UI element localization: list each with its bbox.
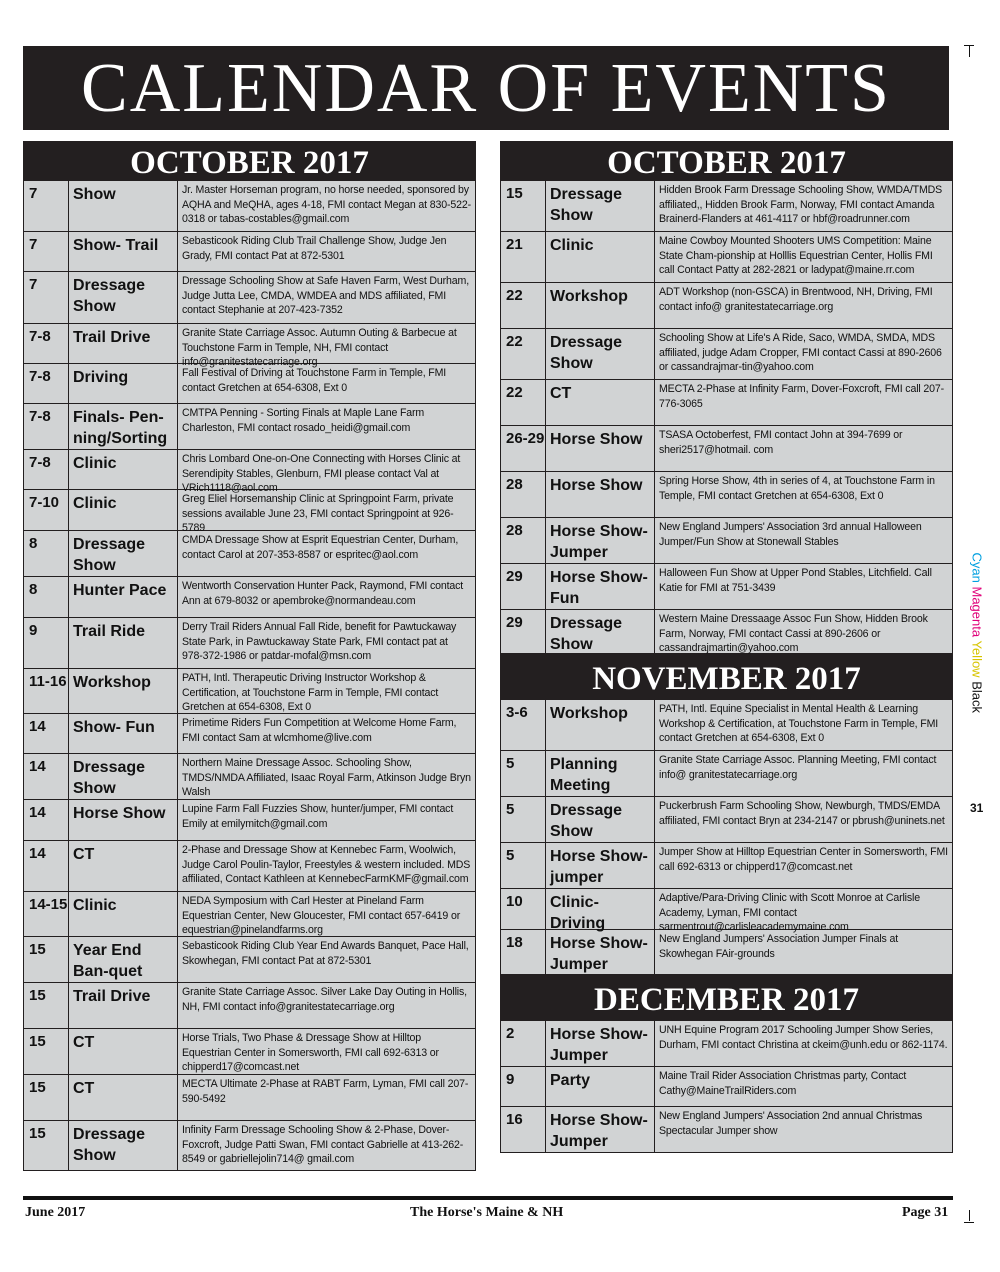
event-row [500, 1067, 953, 1107]
event-type: Show- Trail [69, 232, 178, 271]
event-row [23, 618, 476, 669]
event-row [23, 181, 476, 232]
event-type: CT [69, 1075, 178, 1120]
event-description: Granite State Carriage Assoc. Silver Lake Day Outing in Hollis, NH, FMI contact info@granitestatecarriage.org [182, 986, 467, 1013]
event-date: 7-8 [24, 450, 69, 489]
event-row [23, 272, 476, 324]
footer-rule [23, 1196, 953, 1200]
event-description: TSASA Octoberfest, FMI contact John at 394-7699 or sheri2517@hotmail. com [659, 429, 903, 456]
event-description: Greg Eliel Horsemanship Clinic at Springpoint Farm, private sessions available June 23, FMI contact Springpoint at 926-5789 [182, 493, 454, 534]
magenta-label: Magenta [969, 586, 985, 638]
month-header: OCTOBER 2017 [23, 141, 476, 181]
event-type: Year End Ban-quet [69, 937, 178, 982]
event-row [23, 364, 476, 404]
crop-mark-bottom [964, 1210, 974, 1223]
event-description: UNH Equine Program 2017 Schooling Jumper Show Series, Durham, FMI contact Christina at ckeim@unh.edu or 862-1174. [659, 1024, 948, 1051]
right-calendar-column [500, 141, 953, 1153]
event-date: 15 [24, 1121, 69, 1170]
event-row [23, 714, 476, 754]
event-description: ADT Workshop (non-GSCA) in Brentwood, NH, Driving, FMI contact info@ granitestatecarriage.org [659, 286, 933, 313]
event-description: PATH, Intl. Equine Specialist in Mental Health & Learning Workshop & Certification, at Touchstone Farm in Temple, FMI contact Gretchen at 654-6308, Ext 0 [659, 703, 939, 744]
event-date: 14 [24, 800, 69, 840]
event-row [500, 930, 953, 975]
event-row [500, 518, 953, 564]
event-description: Hidden Brook Farm Dressage Schooling Show, WMDA/TMDS affiliated,, Hidden Brook Farm, Norway, FMI contact Amanda Brainerd-Flanders at 461-4117 or hbf@roadrunner.com [659, 184, 943, 225]
event-type: Workshop [546, 700, 655, 750]
event-description: Primetime Riders Fun Competition at Welcome Home Farm, FMI contact Sam at wlcmhome@live.com [182, 717, 457, 744]
event-date: 10 [501, 889, 546, 929]
event-row [23, 800, 476, 841]
event-description: Puckerbrush Farm Schooling Show, Newburgh, TMDS/EMDA affiliated, FMI contact Bryn at 234-2147 or pbrush@uninets.net [659, 800, 945, 827]
event-date: 7 [24, 232, 69, 271]
event-date: 7 [24, 272, 69, 323]
event-type: Planning Meeting [546, 751, 655, 796]
event-type: Horse Show [69, 800, 178, 840]
event-description: MECTA Ultimate 2-Phase at RABT Farm, Lyman, FMI call 207-590-5492 [182, 1078, 469, 1105]
left-calendar-column [23, 141, 476, 1171]
event-date: 7-10 [24, 490, 69, 530]
event-type: Clinic [69, 892, 178, 936]
month-header: NOVEMBER 2017 [500, 654, 953, 700]
page-title: CALENDAR OF EVENTS [81, 50, 891, 127]
event-date: 29 [501, 564, 546, 609]
event-type: Clinic [69, 490, 178, 530]
event-description: Derry Trail Riders Annual Fall Ride, benefit for Pawtuckaway State Park, in Pawtuckaway State Park, FMI contact pat at 978-372-1986 or patdar-mofal@msn.com [182, 621, 457, 662]
event-type: Dressage Show [69, 754, 178, 799]
event-row [500, 797, 953, 843]
event-row [23, 937, 476, 983]
event-description: CMDA Dressage Show at Esprit Equestrian Center, Durham, contact Carol at 207-353-8587 or espritec@aol.com [182, 534, 459, 561]
event-description: Horse Trials, Two Phase & Dressage Show at Hilltop Equestrian Center in Somersworth, FMI call 692-6313 or chipperd17@comcast.net [182, 1032, 439, 1073]
month-header: OCTOBER 2017 [500, 141, 953, 181]
event-description: 2-Phase and Dressage Show at Kennebec Farm, Woolwich, Judge Carol Poulin-Taylor, Freestyles & western included. MDS affiliated, Contact Kathleen at KennebecFarmKMF@gmail.com [182, 844, 471, 885]
event-row [500, 1021, 953, 1067]
event-row [500, 843, 953, 889]
event-type: Workshop [546, 283, 655, 328]
event-type: Horse Show- jumper [546, 843, 655, 888]
event-date: 7 [24, 181, 69, 231]
event-date: 21 [501, 232, 546, 282]
event-type: Horse Show- Jumper [546, 1021, 655, 1066]
event-description: Schooling Show at Life's A Ride, Saco, WMDA, SMDA, MDS affiliated, judge Adam Cropper, FMI contact Cassi at 890-2606 or cassandrajmar-tin@yahoo.com [659, 332, 942, 373]
event-type: Trail Drive [69, 983, 178, 1028]
color-registration-strip [966, 552, 988, 726]
event-date: 15 [24, 983, 69, 1028]
black-label: Black [969, 681, 985, 713]
event-row [23, 892, 476, 937]
event-date: 15 [24, 1029, 69, 1074]
event-date: 22 [501, 380, 546, 425]
event-description: Jr. Master Horseman program, no horse needed, sponsored by AQHA and MeQHA, ages 4-18, FMI contact Megan at 830-522-0318 or tabas-costables@gmail.com [182, 184, 471, 225]
event-date: 7-8 [24, 404, 69, 449]
event-date: 14 [24, 714, 69, 753]
event-date: 18 [501, 930, 546, 974]
event-description: Fall Festival of Driving at Touchstone Farm in Temple, FMI contact Gretchen at 654-6308, Ext 0 [182, 367, 447, 394]
event-row [500, 426, 953, 472]
event-date: 15 [24, 1075, 69, 1120]
event-description: Adaptive/Para-Driving Clinic with Scott Monroe at Carlisle Academy, Lyman, FMI contact sarmentrout@carlisleacademymaine.com [659, 892, 920, 933]
side-page-number: 31 [970, 801, 984, 815]
event-date: 14 [24, 841, 69, 891]
event-row [500, 889, 953, 933]
event-type: Dressage Show [69, 1121, 178, 1170]
event-date: 2 [501, 1021, 546, 1066]
event-row [23, 983, 476, 1029]
event-row [500, 283, 953, 329]
event-date: 28 [501, 518, 546, 563]
event-type: Workshop [69, 669, 178, 713]
event-description: MECTA 2-Phase at Infinity Farm, Dover-Foxcroft, FMI call 207-776-3065 [659, 383, 945, 410]
event-description: PATH, Intl. Therapeutic Driving Instructor Workshop & Certification, at Touchstone Farm in Temple, FMI contact Gretchen at 654-6308, Ext 0 [182, 672, 439, 713]
event-description: Jumper Show at Hilltop Equestrian Center in Somersworth, FMI call 692-6313 or chipperd17@comcast.net [659, 846, 948, 873]
event-date: 16 [501, 1107, 546, 1152]
event-row [23, 841, 476, 892]
event-type: Horse Show- Jumper [546, 1107, 655, 1152]
event-description: Northern Maine Dressage Assoc. Schooling Show, TMDS/NMDA Affiliated, Isaac Royal Farm, Atkinson Judge Bryn Walsh [182, 757, 471, 798]
event-date: 22 [501, 283, 546, 328]
event-type: Hunter Pace [69, 577, 178, 617]
event-row [23, 1029, 476, 1075]
event-description: CMTPA Penning - Sorting Finals at Maple Lane Farm Charleston, FMI contact rosado_heidi@gmail.com [182, 407, 425, 434]
yellow-label: Yellow [969, 640, 985, 678]
event-date: 28 [501, 472, 546, 517]
event-row [23, 1121, 476, 1171]
event-type: Horse Show [546, 472, 655, 517]
event-type: Trail Ride [69, 618, 178, 668]
event-date: 3-6 [501, 700, 546, 750]
event-date: 9 [501, 1067, 546, 1106]
event-date: 9 [24, 618, 69, 668]
event-type: Dressage Show [69, 272, 178, 323]
event-type: Clinic [69, 450, 178, 489]
event-row [500, 181, 953, 232]
event-row [23, 232, 476, 272]
event-description: Lupine Farm Fall Fuzzies Show, hunter/jumper, FMI contact Emily at emilymitch@gmail.com [182, 803, 454, 830]
event-date: 14-15 [24, 892, 69, 936]
event-type: Driving [69, 364, 178, 403]
event-description: Western Maine Dressaage Assoc Fun Show, Hidden Brook Farm, Norway, FMI contact Cassi at 890-2606 or cassandrajmartin@yahoo.com [659, 613, 928, 654]
footer-page: Page 31 [902, 1205, 949, 1220]
title-banner [23, 46, 949, 130]
event-date: 26-29 [501, 426, 546, 471]
event-description: Spring Horse Show, 4th in series of 4, at Touchstone Farm in Temple, FMI contact Gretchen at 654-6308, Ext 0 [659, 475, 935, 502]
event-description: Maine Cowboy Mounted Shooters UMS Competition: Maine State Cham-pionship at Holllis Equestrian Center, Hollis FMI call Contact Patty at 282-2821 or ladypat@maine.rr.com [659, 235, 933, 276]
event-type: CT [69, 841, 178, 891]
event-row [500, 329, 953, 380]
event-type: Dressage Show [546, 181, 655, 231]
event-row [23, 669, 476, 714]
event-date: 15 [501, 181, 546, 231]
event-description: NEDA Symposium with Carl Hester at Pineland Farm Equestrian Center, New Gloucester, FMI contact 657-6419 or equestrian@pinelandfarms.org [182, 895, 461, 936]
event-row [500, 232, 953, 283]
event-date: 5 [501, 751, 546, 796]
event-row [23, 490, 476, 534]
event-description: Granite State Carriage Assoc. Planning Meeting, FMI contact info@ granitestatecarriage.org [659, 754, 937, 781]
event-row [500, 564, 953, 610]
event-row [23, 324, 476, 368]
event-type: Finals- Pen-ning/Sorting [69, 404, 178, 449]
footer-publication: The Horse's Maine & NH [410, 1205, 564, 1220]
event-type: CT [546, 380, 655, 425]
event-description: Wentworth Conservation Hunter Pack, Raymond, FMI contact Ann at 679-8032 or apembroke@normandeau.com [182, 580, 464, 607]
event-row [500, 700, 953, 751]
event-row [23, 577, 476, 618]
event-description: Chris Lombard One-on-One Connecting with Horses Clinic at Serendipity Stables, Glenburn, FMI please contact Val at VRich1118@aol.com [182, 453, 461, 494]
event-row [23, 404, 476, 450]
cyan-label: Cyan [969, 552, 985, 583]
event-type: Dressage Show [69, 531, 178, 576]
event-row [500, 380, 953, 426]
event-row [500, 472, 953, 518]
event-type: Show- Fun [69, 714, 178, 753]
event-type: Clinic- Driving [546, 889, 655, 929]
event-date: 5 [501, 797, 546, 842]
event-date: 7-8 [24, 324, 69, 363]
event-row [23, 531, 476, 577]
event-description: Granite State Carriage Assoc. Autumn Outing & Barbecue at Touchstone Farm in Temple, NH, FMI contact info@granitestatecarriage.org [182, 327, 457, 368]
event-type: Dressage Show [546, 329, 655, 379]
event-type: Dressage Show [546, 797, 655, 842]
cmyk-labels [970, 553, 985, 723]
event-date: 29 [501, 610, 546, 653]
event-row [23, 1075, 476, 1121]
event-type: Horse Show [546, 426, 655, 471]
event-description: Infinity Farm Dressage Schooling Show & 2-Phase, Dover-Foxcroft, Judge Patti Swan, FMI contact Gabrielle at 413-262-8549 or gabriellejolin714@ gmail.com [182, 1124, 464, 1165]
event-type: Trail Drive [69, 324, 178, 363]
event-type: Party [546, 1067, 655, 1106]
event-type: Horse Show- Jumper [546, 930, 655, 974]
event-row [500, 751, 953, 797]
event-description: Maine Trail Rider Association Christmas party, Contact Cathy@MaineTrailRiders.com [659, 1070, 907, 1097]
footer-date: June 2017 [25, 1205, 86, 1220]
event-description: New England Jumpers' Association 2nd annual Christmas Spectacular Jumper show [659, 1110, 923, 1137]
event-date: 15 [24, 937, 69, 982]
event-date: 14 [24, 754, 69, 799]
event-type: Clinic [546, 232, 655, 282]
event-type: Horse Show- Jumper [546, 518, 655, 563]
event-date: 8 [24, 531, 69, 576]
event-type: Show [69, 181, 178, 231]
event-type: Horse Show- Fun [546, 564, 655, 609]
event-row [23, 754, 476, 800]
event-description: Sebasticook Riding Club Year End Awards Banquet, Pace Hall, Skowhegan, FMI contact Pat at 872-5301 [182, 940, 469, 967]
event-description: New England Jumpers' Association 3rd annual Halloween Jumper/Fun Show at Stonewall Stables [659, 521, 922, 548]
crop-mark-top [964, 45, 974, 58]
event-date: 7-8 [24, 364, 69, 403]
event-description: New England Jumpers' Association Jumper Finals at Skowhegan FAir-grounds [659, 933, 899, 960]
event-row [500, 1107, 953, 1153]
event-row [23, 450, 476, 494]
event-row [500, 610, 953, 654]
event-date: 8 [24, 577, 69, 617]
event-description: Dressage Schooling Show at Safe Haven Farm, West Durham, Judge Jutta Lee, CMDA, WMDEA and MDS affiliated, FMI contact Stephanie at 207-423-7352 [182, 275, 469, 316]
event-date: 5 [501, 843, 546, 888]
event-date: 22 [501, 329, 546, 379]
event-type: CT [69, 1029, 178, 1074]
event-date: 11-16 [24, 669, 69, 713]
month-header: DECEMBER 2017 [500, 975, 953, 1021]
event-description: Halloween Fun Show at Upper Pond Stables, Litchfield. Call Katie for FMI at 751-3439 [659, 567, 932, 594]
event-description: Sebasticook Riding Club Trail Challenge Show, Judge Jen Grady, FMI contact Pat at 872-5301 [182, 235, 447, 262]
event-type: Dressage Show [546, 610, 655, 653]
